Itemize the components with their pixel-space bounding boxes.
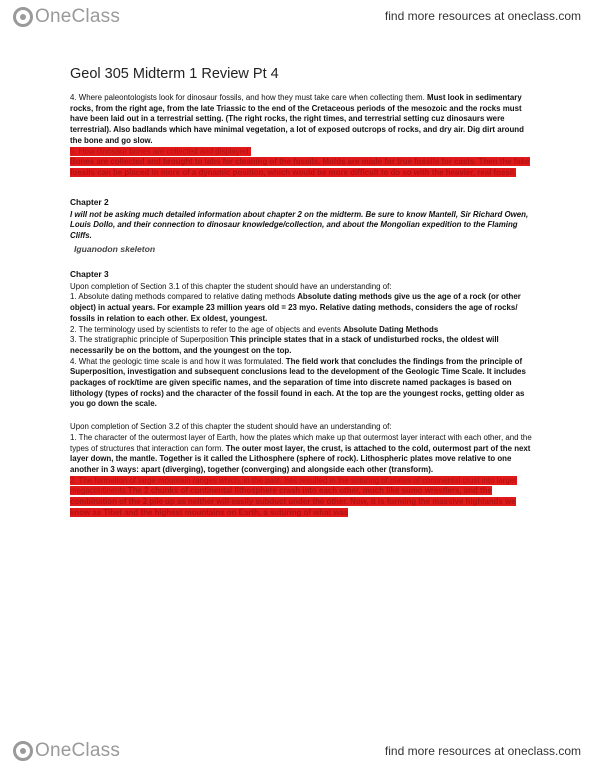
item-5 (70, 147, 532, 179)
oneclass-logo[interactable] (12, 6, 120, 28)
point-3-question: 3. The stratigraphic principle of Superposition (70, 335, 231, 345)
question-2-question: 2. The formation of large mountain ranges which, in the past, has resulted in the suturing of plates of continental crust into larger megacontinents. (70, 475, 517, 496)
question-2-answer: The 2 chunks of continental lithosphere crash into each other, much like sumo wrestlers, and the combination of the 2 pile up as neither will easily subduct under the other. Now, it is forming the massive highlands we know as Tibet and the highest mountains on Earth, a suturing of what was (70, 486, 516, 517)
item-5-answer: Bones are collected and brought to labs for cleaning of the fossils. Molds are made for true fossils for casts. Then the fake fossils can be placed in more of a dynamic position, which would be more difficult to do so with the heavier, real fossil. (70, 157, 530, 177)
brand-name: OneClass (35, 6, 121, 27)
section-3-1-intro: Upon completion of Section 3.1 of this chapter the student should have an understanding of: (70, 281, 392, 291)
page-footer (0, 734, 595, 770)
chapter-2-note: I will not be asking much detailed information about chapter 2 on the midterm. Be sure to know Mantell, Sir Richard Owen, Louis Dollo, and their connection to dinosaur knowledge/collection, and about the Mongolian expedition to the Flaming Cliffs. (70, 209, 529, 241)
question-1-answer: The outer most layer, the crust, is attached to the cold, outermost part of the next layer down, the mantle. Together is it called the Lithosphere (sphere of rock). Lithospheric plates move relative to one another in 3 ways: apart (diverging), together (converging) and alongside each other (transform). (70, 443, 531, 474)
question-1-question: 1. The character of the outermost layer of Earth, how the plates which make up that outermost layer interact with each other, and the types of structures that interaction can form. (70, 432, 532, 453)
point-3 (70, 335, 532, 356)
brand-name: OneClass (35, 740, 121, 761)
find-more-link-footer[interactable]: find more resources at oneclass.com (384, 744, 581, 758)
iguanodon-caption: Iguanodon skeleton (74, 243, 156, 254)
item-5-question: 5. How dinosaur bones are collected and displayed. (70, 146, 251, 156)
point-2-answer: Absolute Dating Methods (343, 324, 439, 334)
question-1 (70, 433, 532, 476)
point-2 (70, 325, 532, 336)
item-4-answer: Must look in sedimentary rocks, from the right age, from the late Triassic to the end of the Cretaceous periods of the mesozoic and the rocks must have been laid out in a terrestrial setting. (The right rocks, the right times, and terrestrial setting cuz dinosaurs were terrestrial). Also badlands which have minimal vegetation, a lot of exposed outcrops of rocks, and dry air. Dig dirt around the bone and go slow. (70, 93, 524, 145)
page-header (0, 0, 595, 34)
point-1-answer: Absolute dating methods give us the age of a rock (or other object) in actual years. For example 23 million years old = 23 myo. Relative dating methods, considers the age of rocks/ fossils in relation to each other. Ex oldest, youngest. (70, 292, 521, 323)
section-3-2-intro: Upon completion of Section 3.2 of this chapter the student should have an understanding of: (70, 422, 392, 432)
point-1-question: 1. Absolute dating methods compared to relative dating methods (70, 292, 298, 302)
point-4-question: 4. What the geologic time scale is and how it was formulated. (70, 356, 286, 366)
point-4 (70, 357, 532, 411)
chapter-2-heading: Chapter 2 (70, 196, 109, 207)
point-2-question: 2. The terminology used by scientists to refer to the age of objects and events (70, 324, 344, 334)
point-1 (70, 292, 532, 324)
find-more-link[interactable]: find more resources at oneclass.com (384, 9, 581, 23)
point-3-answer: This principle states that in a stack of undisturbed rocks, the oldest will necessarily be on the bottom, and the youngest on the top. (70, 335, 499, 355)
item-4-question: 4. Where paleontologists look for dinosaur fossils, and how they must take care when collecting them. (70, 93, 428, 102)
oneclass-logo-icon (12, 740, 34, 762)
question-2 (70, 476, 532, 519)
point-4-answer: The field work that concludes the findings from the principle of Superposition, investigation and subsequent conclusions lead to the development of the Geologic Time Scale. It includes packages of rock/time are given specific names, and the separation of time into discrete named packages is based on lithology (types of rocks) and the character of the fossil found in each. At the top are the youngest rocks, getting older as you go down the scale. (70, 356, 526, 409)
document-title: Geol 305 Midterm 1 Review Pt 4 (70, 66, 279, 82)
item-4 (70, 93, 532, 147)
oneclass-logo-icon (12, 6, 34, 28)
chapter-3-heading: Chapter 3 (70, 268, 109, 279)
document-body (70, 66, 532, 519)
oneclass-logo-footer[interactable] (12, 740, 120, 762)
